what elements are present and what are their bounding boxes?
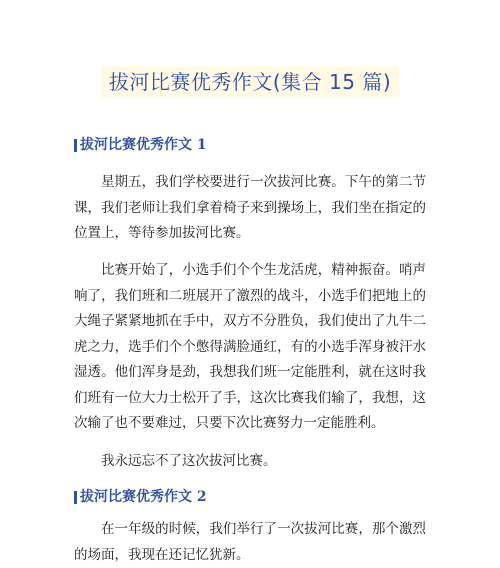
paragraph: 星期五，我们学校要进行一次拔河比赛。下午的第二节课，我们老师让我们拿着椅子来到操场上，我们坐在指定的位置上，等待参加拔河比赛。 xyxy=(74,174,426,241)
section-heading-2 xyxy=(74,488,207,506)
paragraph: 在一年级的时候，我们举行了一次拔河比赛，那个激烈的场面，我现在还记忆犹新。 xyxy=(74,521,426,563)
section-heading-text: 拔河比赛优秀作文 1 xyxy=(80,137,207,153)
paragraph: 我永远忘不了这次拔河比赛。 xyxy=(101,453,277,469)
heading-bar-icon xyxy=(74,491,77,504)
heading-bar-icon xyxy=(74,139,77,152)
paragraph: 比赛开始了，小选手们个个生龙活虎，精神振奋。哨声响了，我们班和二班展开了激烈的战斗，小选手们把地上的大绳子紧紧地抓在手中，双方不分胜负，我们使出了九牛二虎之力，选手们个个憋得满脸通红，有的小选手浑身被汗水湿透。他们浑身是劲，我想我们班一定能胜利，就在这时我们班有一位大力士松开了手，这次比赛我们输了，我想，这次输了也不要难过，只要下次比赛努力一定能胜利。 xyxy=(74,262,426,431)
document-title-text: 拔河比赛优秀作文(集合 15 篇) xyxy=(101,66,399,98)
document-title xyxy=(0,66,500,98)
section-heading-text: 拔河比赛优秀作文 2 xyxy=(80,489,207,505)
section-heading-1 xyxy=(74,136,207,154)
